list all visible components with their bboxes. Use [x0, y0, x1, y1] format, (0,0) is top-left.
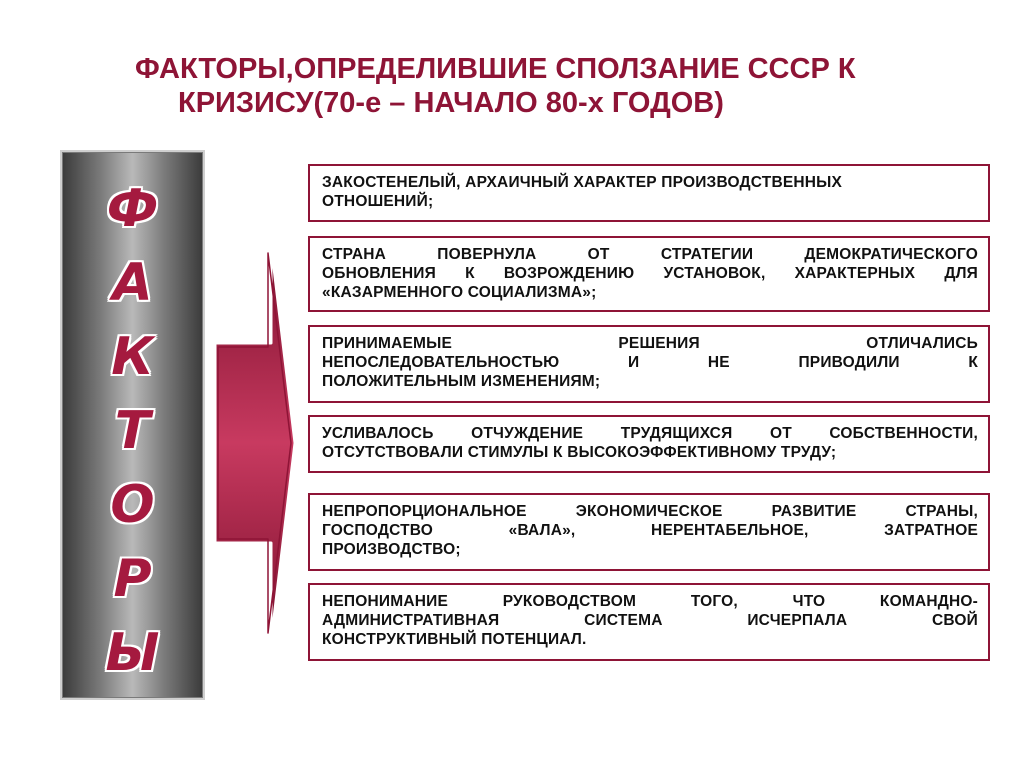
factor-text-line: ОТСУТСТВОВАЛИ СТИМУЛЫ К ВЫСОКОЭФФЕКТИВНОМУ ТРУДУ;: [322, 444, 837, 461]
factor-text-line: ПРОИЗВОДСТВО;: [322, 541, 461, 558]
factor-text-line: НЕПОСЛЕДОВАТЕЛЬНОСТЬЮ И НЕ ПРИВОДИЛИ К: [322, 354, 978, 371]
factor-text-line: НЕПРОПОРЦИОНАЛЬНОЕ ЭКОНОМИЧЕСКОЕ РАЗВИТИЕ СТРАНЫ,: [322, 503, 978, 520]
factor-box-6: [308, 583, 990, 661]
factor-box-4: [308, 415, 990, 473]
pillar-letter: А: [112, 253, 153, 313]
factor-text-line: ОБНОВЛЕНИЯ К ВОЗРОЖДЕНИЮ УСТАНОВОК, ХАРАКТЕРНЫХ ДЛЯ: [322, 265, 978, 282]
pillar-letter: Ы: [105, 623, 160, 683]
factor-text-line: УСЛИВАЛОСЬ ОТЧУЖДЕНИЕ ТРУДЯЩИХСЯ ОТ СОБСТВЕННОСТИ,: [322, 425, 978, 442]
factor-text-line: КОНСТРУКТИВНЫЙ ПОТЕНЦИАЛ.: [322, 631, 587, 648]
pillar-letter: Р: [113, 549, 152, 609]
factor-box-5: [308, 493, 990, 571]
factor-text-line: «КАЗАРМЕННОГО СОЦИАЛИЗМА»;: [322, 284, 597, 301]
right-arrow-icon: [215, 243, 300, 643]
factors-pillar: [60, 150, 205, 700]
factor-box-3: [308, 325, 990, 403]
factor-box-2: [308, 236, 990, 312]
factor-text-line: ПРИНИМАЕМЫЕ РЕШЕНИЯ ОТЛИЧАЛИСЬ: [322, 335, 978, 352]
factor-text-line: ОТНОШЕНИЙ;: [322, 193, 434, 210]
pillar-letter: Ф: [106, 179, 159, 239]
pillar-letters: [62, 172, 203, 690]
factor-text-line: ПОЛОЖИТЕЛЬНЫМ ИЗМЕНЕНИЯМ;: [322, 373, 601, 390]
factor-text-line: НЕПОНИМАНИЕ РУКОВОДСТВОМ ТОГО, ЧТО КОМАНДНО-: [322, 593, 978, 610]
pillar-letter: О: [110, 475, 155, 535]
slide-title-line-1: ФАКТОРЫ,ОПРЕДЕЛИВШИЕ СПОЛЗАНИЕ СССР К: [135, 53, 856, 85]
slide-title-line-2: КРИЗИСУ(70-е – НАЧАЛО 80-х ГОДОВ): [178, 87, 724, 119]
factor-text-line: ЗАКОСТЕНЕЛЫЙ, АРХАИЧНЫЙ ХАРАКТЕР ПРОИЗВОДСТВЕННЫХ: [322, 174, 843, 191]
factor-box-1: [308, 164, 990, 222]
factor-text-line: АДМИНИСТРАТИВНАЯ СИСТЕМА ИСЧЕРПАЛА СВОЙ: [322, 612, 978, 629]
factor-text-line: СТРАНА ПОВЕРНУЛА ОТ СТРАТЕГИИ ДЕМОКРАТИЧЕСКОГО: [322, 246, 978, 263]
pillar-letter: К: [111, 327, 154, 387]
factor-text-line: ГОСПОДСТВО «ВАЛА», НЕРЕНТАБЕЛЬНОЕ, ЗАТРАТНОЕ: [322, 522, 978, 539]
pillar-letter: Т: [114, 401, 151, 461]
